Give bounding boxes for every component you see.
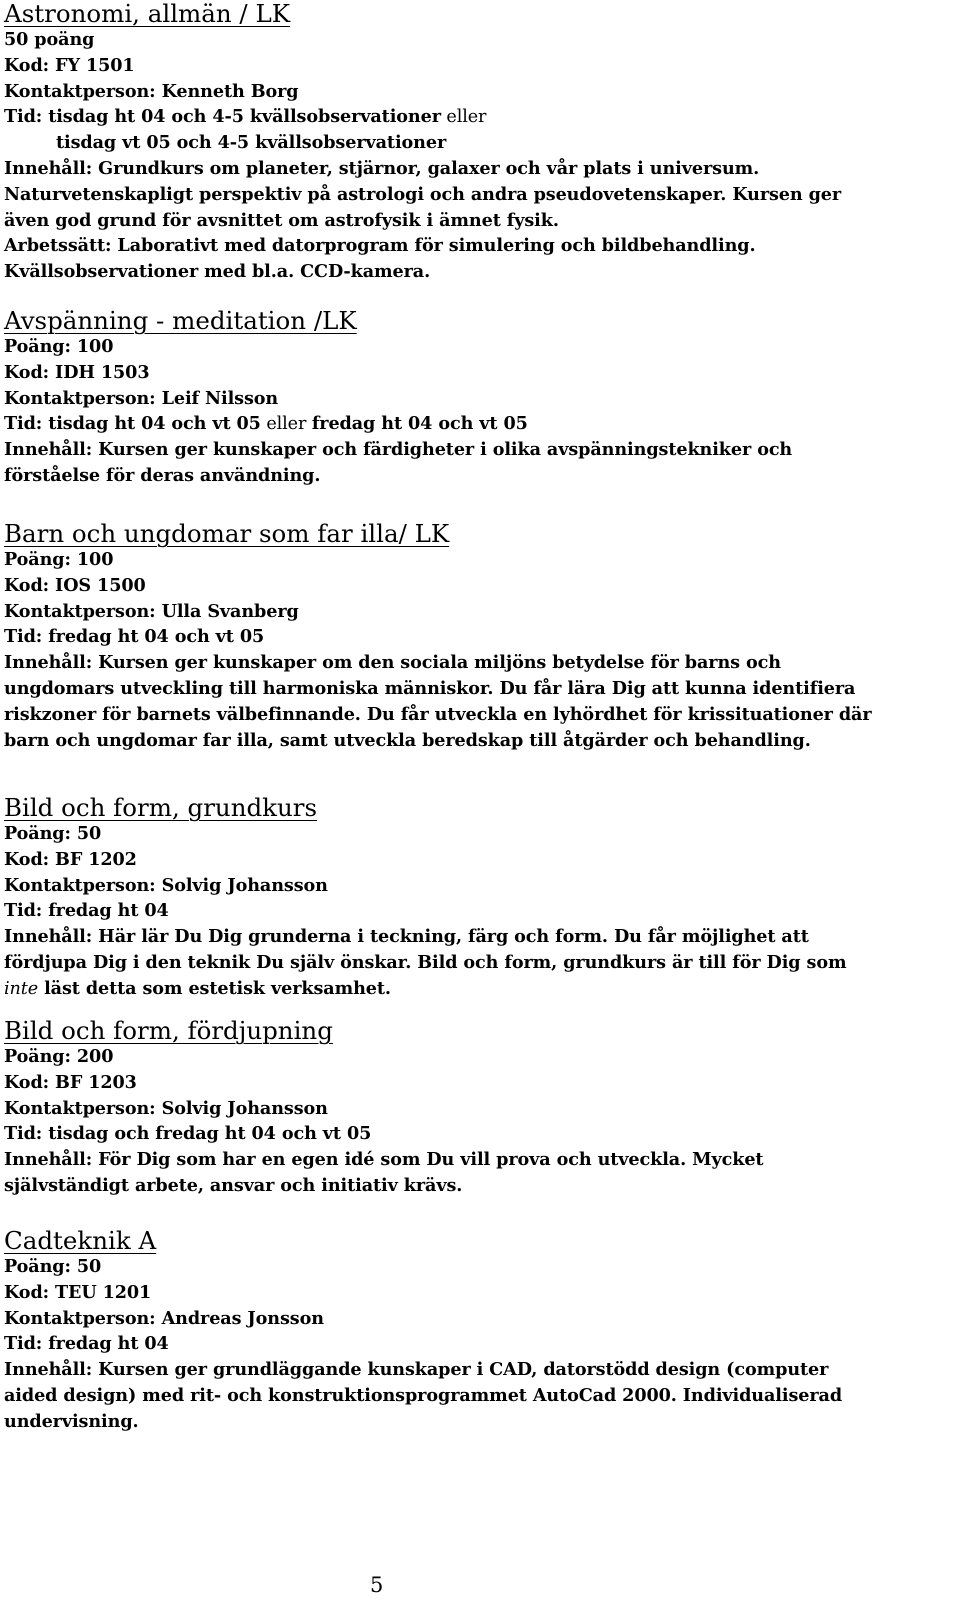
course-content-line: Innehåll: Här lär Du Dig grunderna i teckning, färg och form. Du får möjlighet att — [4, 926, 809, 948]
course-content-line: Kvällsobservationer med bl.a. CCD-kamera. — [4, 261, 431, 283]
course-code: Kod: FY 1501 — [4, 54, 135, 76]
course-content-line: Innehåll: Kursen ger grundläggande kunskaper i CAD, datorstödd design (computer — [4, 1359, 829, 1381]
course-title: Cadteknik A — [4, 1226, 157, 1255]
course-cadteknik-a — [4, 1227, 954, 1435]
course-contact: Kontaktperson: Ulla Svanberg — [4, 600, 299, 622]
course-code: Kod: BF 1203 — [4, 1071, 137, 1093]
course-astronomi — [4, 0, 954, 285]
course-barn-och-ungdomar — [4, 520, 954, 753]
course-contact: Kontaktperson: Solvig Johansson — [4, 874, 328, 896]
course-content-line: förståelse för deras användning. — [4, 464, 321, 486]
course-contact: Kontaktperson: Leif Nilsson — [4, 387, 279, 409]
course-title: Barn och ungdomar som far illa/ LK — [4, 519, 450, 548]
course-points: Poäng: 100 — [4, 549, 114, 570]
course-contact: Kontaktperson: Kenneth Borg — [4, 80, 299, 102]
course-time-or: eller — [440, 107, 487, 128]
course-content-line: Innehåll: Kursen ger kunskaper och färdigheter i olika avspänningstekniker och — [4, 439, 793, 461]
course-bild-och-form-fordjupning — [4, 1017, 954, 1199]
course-code: Kod: BF 1202 — [4, 848, 137, 870]
course-contact: Kontaktperson: Andreas Jonsson — [4, 1307, 324, 1329]
course-title: Bild och form, fördjupning — [4, 1016, 333, 1045]
course-content-line: Arbetssätt: Laborativt med datorprogram för simulering och bildbehandling. — [4, 235, 756, 257]
course-points: Poäng: 50 — [4, 1256, 102, 1277]
course-content-line — [4, 976, 954, 1002]
course-content-line: aided design) med rit- och konstruktionsprogrammet AutoCad 2000. Individualiserad — [4, 1384, 843, 1406]
course-content-line: även god grund för avsnittet om astrofysik i ämnet fysik. — [4, 209, 559, 231]
page-number: 5 — [370, 1573, 384, 1597]
course-avspanning — [4, 307, 954, 489]
course-code: Kod: TEU 1201 — [4, 1281, 152, 1303]
course-code: Kod: IOS 1500 — [4, 574, 146, 596]
course-time: Tid: fredag ht 04 — [4, 900, 169, 922]
course-content-line: Naturvetenskapligt perspektiv på astrologi och andra pseudovetenskaper. Kursen ger — [4, 183, 842, 205]
course-content-line: självständigt arbete, ansvar och initiativ krävs. — [4, 1174, 463, 1196]
course-title: Astronomi, allmän / LK — [4, 0, 291, 28]
course-points: Poäng: 50 — [4, 823, 102, 844]
course-time-b: fredag ht 04 och vt 05 — [311, 413, 528, 435]
course-title: Bild och form, grundkurs — [4, 793, 318, 822]
course-time — [4, 411, 954, 437]
course-content-line: ungdomars utveckling till harmoniska människor. Du får lära Dig att kunna identifiera — [4, 677, 856, 699]
course-time-b: tisdag vt 05 och 4-5 kvällsobservationer — [56, 132, 447, 154]
course-content-tail: läst detta som estetisk verksamhet. — [38, 977, 391, 999]
course-time: Tid: fredag ht 04 och vt 05 — [4, 626, 265, 648]
course-time-a: Tid: tisdag ht 04 och vt 05 — [4, 413, 261, 435]
course-code: Kod: IDH 1503 — [4, 361, 150, 383]
course-bild-och-form-grundkurs — [4, 794, 954, 1002]
course-content-line: Innehåll: Grundkurs om planeter, stjärnor, galaxer och vår plats i universum. — [4, 157, 760, 179]
course-content-line: barn och ungdomar far illa, samt utveckla beredskap till åtgärder och behandling. — [4, 729, 811, 751]
course-content-italic: inte — [4, 978, 39, 999]
course-contact: Kontaktperson: Solvig Johansson — [4, 1097, 328, 1119]
course-time-a: Tid: tisdag ht 04 och 4-5 kvällsobservationer — [4, 106, 441, 128]
course-content-line: undervisning. — [4, 1410, 139, 1432]
course-points: 50 poäng — [4, 29, 95, 50]
course-content-line: Innehåll: För Dig som har en egen idé som Du vill prova och utveckla. Mycket — [4, 1149, 764, 1171]
course-content-line: riskzoner för barnets välbefinnande. Du får utveckla en lyhördhet för krissituationer där — [4, 703, 872, 725]
course-time: Tid: tisdag och fredag ht 04 och vt 05 — [4, 1123, 372, 1145]
course-time — [4, 104, 954, 130]
course-content-line: fördjupa Dig i den teknik Du själv önskar. Bild och form, grundkurs är till för Dig som — [4, 951, 847, 973]
course-time: Tid: fredag ht 04 — [4, 1333, 169, 1355]
course-points: Poäng: 200 — [4, 1046, 114, 1067]
course-points: Poäng: 100 — [4, 336, 114, 357]
course-content-line: Innehåll: Kursen ger kunskaper om den sociala miljöns betydelse för barns och — [4, 652, 781, 674]
course-time-or: eller — [260, 414, 312, 435]
course-title: Avspänning - meditation /LK — [4, 306, 357, 335]
